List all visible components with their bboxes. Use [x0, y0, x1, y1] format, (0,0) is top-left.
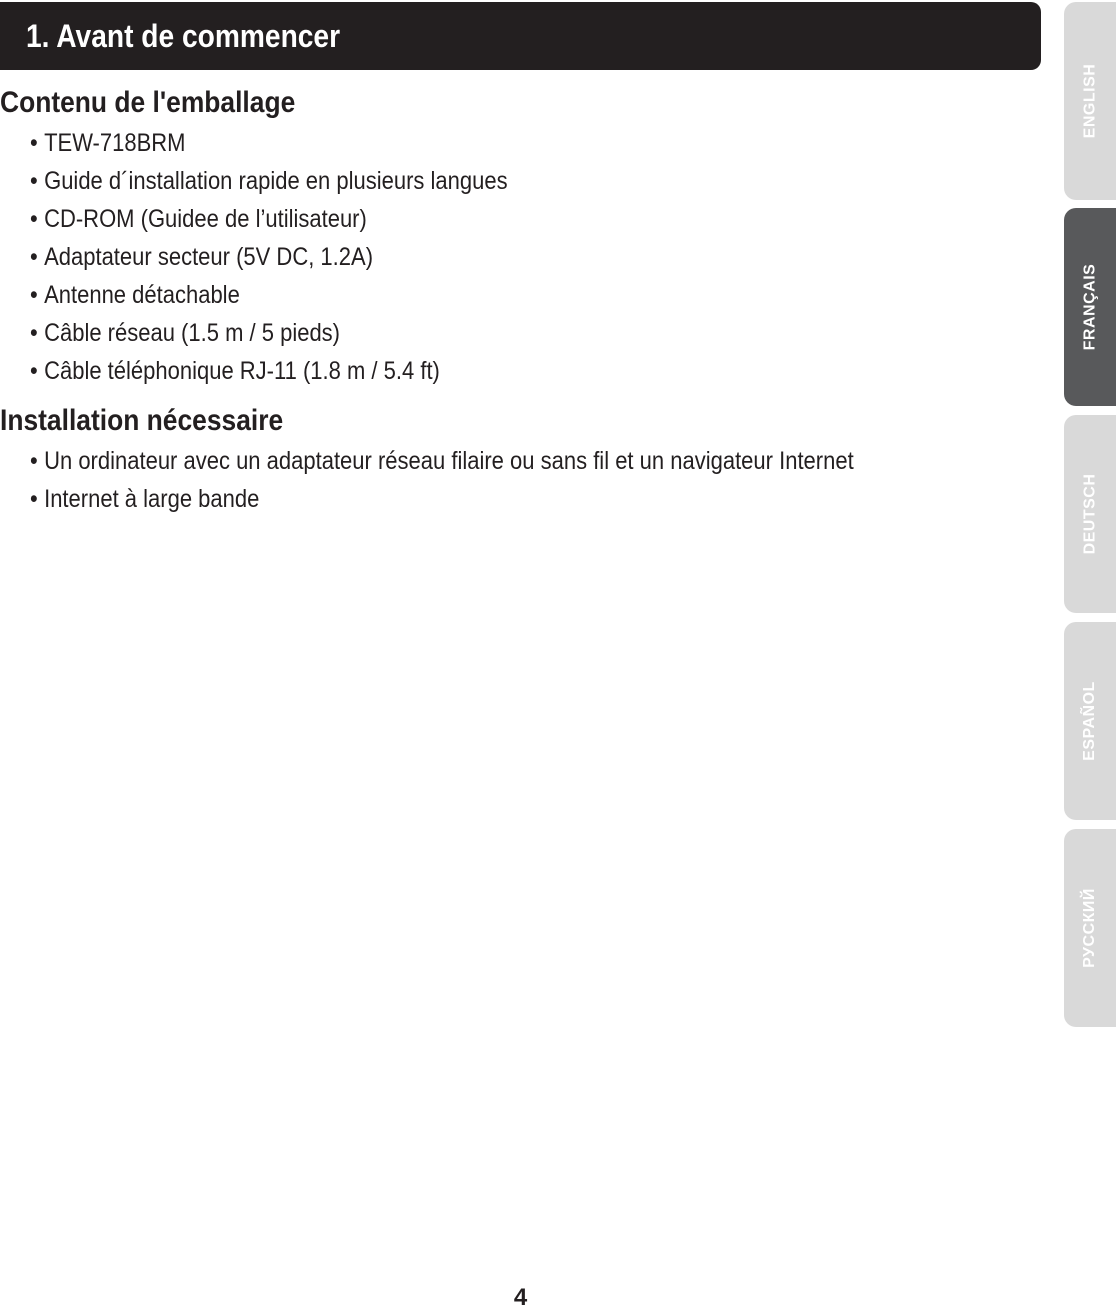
section-title: 1. Avant de commencer [26, 17, 341, 54]
bullet-icon: • [30, 357, 38, 385]
bullet-icon: • [30, 281, 38, 309]
list-item-text: Câble réseau (1.5 m / 5 pieds) [44, 319, 341, 347]
list-item-text: Un ordinateur avec un adaptateur réseau filaire ou sans fil et un navigateur Internet [44, 447, 854, 475]
tab-espanol[interactable] [1064, 622, 1116, 820]
tab-label: РУССКИЙ [1081, 888, 1099, 968]
tab-label: ENGLISH [1081, 63, 1098, 139]
list-item-text: TEW-718BRM [44, 129, 186, 157]
list-item-text: Câble téléphonique RJ-11 (1.8 m / 5.4 ft) [44, 357, 440, 385]
bullet-icon: • [30, 205, 38, 233]
requirements-heading: Installation nécessaire [0, 404, 284, 437]
list-item [30, 243, 508, 281]
list-item [30, 447, 854, 485]
package-contents-list [30, 129, 573, 395]
list-item-text: Adaptateur secteur (5V DC, 1.2A) [44, 243, 374, 271]
page-number: 4 [513, 1284, 528, 1311]
tab-label: FRANÇAIS [1081, 263, 1099, 351]
bullet-icon: • [30, 447, 38, 475]
list-item [30, 319, 508, 357]
tab-english[interactable] [1064, 2, 1116, 200]
language-tabs [1064, 0, 1116, 1311]
tab-deutsch[interactable] [1064, 415, 1116, 613]
list-item [30, 357, 508, 395]
bullet-icon: • [30, 485, 38, 513]
tab-label: ESPAÑOL [1081, 681, 1098, 761]
list-item-text: Internet à large bande [44, 485, 260, 513]
tab-label: DEUTSCH [1081, 473, 1098, 555]
list-item [30, 281, 508, 319]
list-item [30, 485, 854, 523]
tab-russian[interactable] [1064, 829, 1116, 1027]
bullet-icon: • [30, 129, 38, 157]
list-item [30, 205, 508, 243]
tab-francais[interactable] [1064, 208, 1116, 406]
list-item [30, 167, 508, 205]
bullet-icon: • [30, 319, 38, 347]
package-contents-heading: Contenu de l'emballage [0, 86, 296, 119]
list-item-text: Guide d´installation rapide en plusieurs langues [44, 167, 508, 195]
list-item-text: CD-ROM (Guidee de l’utilisateur) [44, 205, 367, 233]
bullet-icon: • [30, 167, 38, 195]
requirements-list [30, 447, 966, 523]
list-item-text: Antenne détachable [44, 281, 240, 309]
section-banner [0, 2, 1041, 70]
list-item [30, 129, 508, 167]
bullet-icon: • [30, 243, 38, 271]
